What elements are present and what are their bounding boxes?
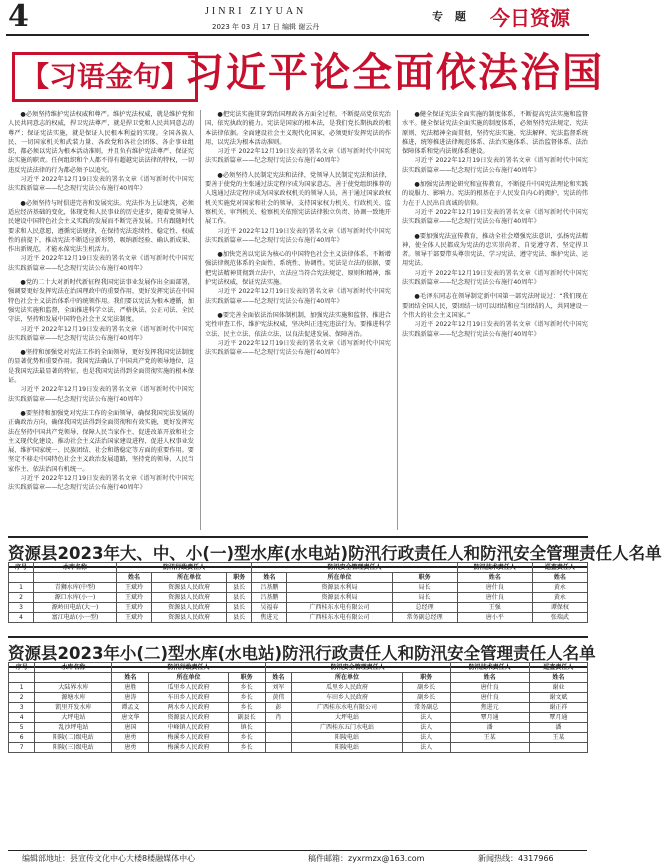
quote-text: ●要坚持和加强党对宪法工作的全面领导，确保我国宪法发展的正确政治方向，确保我国宪法得到全面贯彻和有效实施，更好发挥宪法在坚持中国共产党领导、保障人民当家作主、促进改革开放和社会主义现代化建设、推动社会主义法治国家建设进程、促进人权事业发展、维护国家统一、民族团结、社会和谐稳定等方面的重要作用。要坚定不移走中国特色社会主义政治发展道路，坚持党的领导、人民当家作主、依法治国有机统一。 [8,409,194,473]
table-cell: 大坪电站 [292,713,403,723]
quote-source: 习近平 2022年12月19日发表的署名文章《谱写新时代中国宪法实践新篇章——纪念现行宪法公布施行40周年》 [8,176,194,193]
quote-text: ●加强宪法理论研究和宣传教育，不断提升中国宪法理论和实践的说服力、影响力。宪法的根基在于人民发自内心的拥护，宪法的伟力在于人民出自真诚的信仰。 [402,181,588,207]
table-cell: 源口水库(小一) [34,593,117,603]
column-tag: 【习语金句】 [12,52,198,102]
table-cell: 常务副总 [403,703,451,713]
table-subheader-cell [9,673,35,683]
quote-paragraph [8,278,194,343]
table-cell: 王斌玲 [117,593,152,603]
table-cell: 广西桂东水电有限公司 [292,703,403,713]
table-header-row [9,663,588,673]
quote-text: ●加快完善以宪法为核心的中国特色社会主义法律体系，不断增强法律规范体系的全面性、系统性、协调性。宪法是立法的依据，要把宪法精神贯彻到立法中，立法应当符合宪法规定、原则和精神，维护宪法权威，保证宪法实施。 [205,251,391,287]
quote-source: 习近平 2022年12月19日发表的署名文章《谱写新时代中国宪法实践新篇章——纪念现行宪法公布施行40周年》 [205,288,391,305]
table-cell: 黄伟 [265,693,291,703]
table-row [9,723,588,733]
table-cell: 资源县人民政府 [152,613,227,623]
quote-source: 习近平 2022年12月19日发表的署名文章《谱写新时代中国宪法实践新篇章——纪念现行宪法公布施行40周年》 [205,227,391,244]
quote-paragraph [205,311,391,357]
table-2 [8,662,588,753]
table-cell [265,723,291,733]
table-subheader-cell: 职务 [392,573,457,583]
table-cell: 2 [9,693,35,703]
table-cell: 唐小平 [457,613,532,623]
table-cell [529,743,587,753]
table-cell: 大坪电站 [35,713,112,723]
table-cell: 谢正祥 [529,703,587,713]
table-cell: 资源县水利局 [287,583,392,593]
table-header-cell: 防汛技术责任人 [450,663,529,673]
table-cell: 中峰镇人民政府 [149,723,228,733]
quote-paragraph [205,250,391,306]
column-divider [397,110,398,530]
table-cell: 县长 [227,593,252,603]
quote-text: ●党的二十大对新时代新征程我国宪法事业发展作出全面部署，强调要更好发挥宪法在治国理政中的重要作用，更好发挥宪法在中国特色社会主义法治体系中的统领作用。我们要以宪法为根本遵循，加强宪法实施和监督，全面推进科学立法、严格执法、公正司法、全民守法，坚持和发展中国特色社会主义宪法制度。 [8,279,194,324]
table-subheader-cell: 姓名 [112,673,149,683]
table-cell: 王斌玲 [117,613,152,623]
table-cell: 唐胜 [112,683,149,693]
table-cell: 富江电站(小一型) [34,613,117,623]
headline-block [8,44,604,104]
masthead-logo: 今日资源 [490,6,570,30]
table-subheader-cell [34,573,117,583]
quote-source: 习近平 2022年12月19日发表的署名文章《谱写新时代中国宪法实践新篇章——纪念现行宪法公布施行40周年》 [8,325,194,342]
table-cell: 阳陵电站 [292,733,403,743]
table-header-cell: 序号 [9,563,34,573]
dateline: 2023 年 03 月 17 日 编辑 谢云丹 [212,23,320,31]
table-cell: 副乡长 [403,693,451,703]
table-cell: 潘 [529,723,587,733]
table-subheader-cell: 姓名 [529,673,587,683]
table-header-row [9,563,588,573]
table-cell: 梅溪乡人民政府 [149,743,228,753]
table-row [9,603,588,613]
table-cell: 瓜里乡人民政府 [149,683,228,693]
table-cell: 大陆界水库 [35,683,112,693]
table-cell: 唐什良 [457,583,532,593]
table-cell: 焦进元 [252,613,287,623]
table-cell: 王斌玲 [117,583,152,593]
article-column-1 [8,110,194,530]
table-cell [265,743,291,753]
table-cell: 县长 [227,583,252,593]
table-cell: 黄永 [532,583,587,593]
table-row [9,703,588,713]
quote-paragraph [402,180,588,226]
table-cell: 3 [9,703,35,713]
table-header-cell: 水库名称 [34,563,117,573]
table-cell: 潘 [450,723,529,733]
quote-paragraph [8,348,194,404]
table-cell: 法人 [403,743,451,753]
table-subheader-cell: 所在单位 [152,573,227,583]
table-header-cell: 防汛行政责任人 [112,663,265,673]
quote-source: 习近平 2022年12月19日发表的署名文章《谱写新时代中国宪法实践新篇章——纪念现行宪法公布施行40周年》 [402,157,588,174]
table-cell: 谢文斌 [529,693,587,703]
footer-address: 编辑部地址：县宣传文化中心大楼8楼融媒体中心 [22,854,196,863]
table-cell: 乱沙坪电站 [35,723,112,733]
quote-text: ●必须坚持与时俱进完善和发展宪法。宪法作为上层建筑，必须适应经济基础的变化，体现党和人民事业的历史进步，随着党领导人民建设中国特色社会主义实践的发展而不断完善发展。只有跟随时代要求和人民意愿，遵循宪法规律，在保持宪法连续性、稳定性、权威性的前提下，推动宪法不断适应新形势、吸纳新经验、确认新成果、作出新规范，才能永葆宪法生机活力。 [8,199,194,254]
table-row [9,613,588,623]
table-cell: 谭保权 [532,603,587,613]
table-cell: 王某 [529,733,587,743]
table-row [9,593,588,603]
table-header-cell: 防汛安全管理责任人 [252,563,457,573]
table-cell: 焦进元 [450,703,529,713]
table-row [9,743,588,753]
table-cell: 瓜里乡人民政府 [292,683,403,693]
table-cell: 车田乡人民政府 [149,693,228,703]
quote-paragraph [205,171,391,245]
table-header-cell: 序号 [9,663,35,673]
table-cell: 乡长 [228,703,265,713]
quote-text: ●健全保证宪法全面实施的制度体系，不断提高宪法实施和监督水平。健全保证宪法全面实施的制度体系，必须坚持宪法规定、宪法原则、宪法精神全面贯彻，坚持宪法实施、宪法解释、宪法监督系统推进，统筹推进法律规范体系、法治实施体系、法治监督体系、法治保障体系和党内法规体系建设。 [402,111,588,156]
table-cell: 吴福春 [252,603,287,613]
table-header-cell: 防汛技术责任人 [457,563,532,573]
table-cell: 王斌玲 [117,603,152,613]
quote-text: ●把宪法实施贯穿到治国理政各方面全过程，不断提高党依宪治国、依宪执政的能力。宪法是国家的根本法，是我们党长期执政的根本法律依据。全面建设社会主义现代化国家，必须更好发挥宪法的作用，以宪法为根本活动准则。 [205,111,391,146]
table-cell: 乡长 [228,683,265,693]
table-cell: 资源县水利局 [287,593,392,603]
table-subheader-row [9,573,588,583]
quote-source: 习近平 2022年12月19日发表的署名文章《谱写新时代中国宪法实践新篇章——纪念现行宪法公布施行40周年》 [8,386,194,403]
table-row [9,733,588,743]
section-label: 专 题 [432,10,470,23]
quote-paragraph [402,292,588,338]
table-subheader-cell: 所在单位 [287,573,392,583]
table-cell: 唐什良 [450,693,529,703]
table-cell: 资源县人民政府 [149,713,228,723]
table-cell: 法人 [403,723,451,733]
table-cell: 两水乡人民政府 [149,703,228,713]
table-subheader-cell [35,673,112,683]
table-cell: 唐什良 [457,593,532,603]
quote-paragraph [8,199,194,273]
table-cell: 阳陵(二)级电站 [35,733,112,743]
table-subheader-row [9,673,588,683]
table-cell: 局长 [392,583,457,593]
quote-paragraph [402,110,588,175]
quote-source: 习近平 2022年12月19日发表的署名文章《谱写新时代中国宪法实践新篇章——纪念现行宪法公布施行40周年》 [402,269,588,287]
quote-paragraph [402,232,588,288]
table-1 [8,562,588,623]
table-subheader-cell: 所在单位 [292,673,403,683]
table-cell: 6 [9,733,35,743]
quote-text: ●要加强宪法宣传教育，推动全社会增强宪法意识，弘扬宪法精神，使全体人民都成为宪法的忠实崇尚者、自觉遵守者、坚定捍卫者。领导干部要带头尊崇宪法、学习宪法、遵守宪法、维护宪法、运用宪法。 [402,232,588,268]
table-subheader-cell: 职务 [403,673,451,683]
page-number: 4 [8,0,29,34]
table-cell: 王某 [450,733,529,743]
masthead-pinyin: JINRI ZIYUAN [205,6,307,17]
table-header-cell: 防汛行政责任人 [117,563,252,573]
table-cell: 乡长 [228,733,265,743]
table-cell: 唐勇 [112,743,149,753]
table-2-title: 资源县2023年小(二)型水库(水电站)防汛行政责任人和防汛安全管理责任人名单 [8,636,588,668]
quote-source: 习近平 2022年12月19日发表的署名文章《谱写新时代中国宪法实践新篇章——纪念现行宪法公布施行40周年》 [402,321,588,338]
quote-source: 习近平 2022年12月19日发表的署名文章《谱写新时代中国宪法实践新篇章——纪念现行宪法公布施行40周年》 [402,208,588,226]
table-cell: 乡长 [228,743,265,753]
table-row [9,683,588,693]
table-cell: 乡长 [228,693,265,703]
table-cell: 青狮水库(中型) [34,583,117,593]
quote-text: ●要完善全面依法治国体制机制，加强宪法实施和监督，推进合宪性审查工作，维护宪法权威，坚决纠正违宪违法行为。要推进科学立法、民主立法、依法立法，以良法促进发展、保障善治。 [205,311,391,338]
table-subheader-cell: 姓名 [532,573,587,583]
table-cell: 广西桂东五门水电站 [292,723,403,733]
table-cell: 黄永 [532,593,587,603]
table-cell: 彭 [265,703,291,713]
table-cell: 吕基鹏 [252,583,287,593]
quote-paragraph [8,409,194,493]
page-footer [8,850,587,863]
table-cell: 谢业 [529,683,587,693]
table-cell: 3 [9,603,34,613]
table-cell: 局长 [392,593,457,603]
table-row [9,583,588,593]
table-cell [265,733,291,743]
table-cell: 1 [9,583,34,593]
table-subheader-cell: 姓名 [450,673,529,683]
quote-source: 习近平 2022年12月19日发表的署名文章《谱写新时代中国宪法实践新篇章——纪念现行宪法公布施行40周年》 [205,148,391,165]
table-cell: 1 [9,683,35,693]
table-cell: 唐勇 [112,733,149,743]
table-cell: 阳陵(三)级电站 [35,743,112,753]
table-cell: 阳陵电站 [292,743,403,753]
quote-source: 习近平 2022年12月19日发表的署名文章《谱写新时代中国宪法实践新篇章——纪念现行宪法公布施行40周年》 [205,339,391,357]
quote-paragraph [205,110,391,166]
table-header-cell: 防汛安全管理责任人 [265,663,450,673]
table-cell: 车田乡人民政府 [292,693,403,703]
table-cell: 镇长 [228,723,265,733]
table-cell: 县长 [227,613,252,623]
table-cell: 广西桂东水电有限公司 [287,613,392,623]
table-cell: 唐什良 [450,683,529,693]
quote-text: ●坚持和加强党对宪法工作的全面领导，更好发挥我国宪法制度的显著优势和重要作用。我国宪法确认了中国共产党的领导地位，这是我国宪法最显著的特征，也是我国宪法得到全面贯彻实施的根本保证。 [8,349,194,385]
header-rule [6,34,589,36]
table-subheader-cell: 姓名 [265,673,291,683]
table-cell: 广西桂东水电有限公司 [287,603,392,613]
table-cell: 副县长 [228,713,265,723]
table-subheader-cell: 姓名 [117,573,152,583]
table-cell: 源塘水库 [35,693,112,703]
footer-email: 稿件邮箱：zyxrmzx@163.com [308,854,425,863]
column-divider [200,110,201,530]
table-cell: 资源县人民政府 [152,593,227,603]
article-body [8,110,588,530]
quote-text: ●毛泽东同志在领导制定新中国第一部宪法时说过：“我们现在要团结全国人民，要团结一切可以团结和应当团结的人，共同建设一个伟大的社会主义国家。” [402,293,588,319]
quote-source: 习近平 2022年12月19日发表的署名文章《谱写新时代中国宪法实践新篇章——纪念现行宪法公布施行40周年》 [8,474,194,492]
table-header-cell: 巡查责任人 [529,663,587,673]
table-1-title: 资源县2023年大、中、小(一)型水库(水电站)防汛行政责任人和防汛安全管理责任人名单 [8,536,588,568]
table-cell: 覃月通 [450,713,529,723]
table-row [9,693,588,703]
table-cell: 4 [9,613,34,623]
table-cell [450,743,529,753]
quote-text: ●必须坚持人民制定宪法和法律，党领导人民制定宪法和法律，要善于使党的主张通过法定程序成为国家意志，善于使党组织推荐的人选通过法定程序成为国家政权机关的领导人员，善于通过国家政权机关实施党对国家和社会的领导，支持国家权力机关、行政机关、监察机关、审判机关、检察机关依照宪法法律独立负责、协调一致地开展工作。 [205,171,391,226]
page-header [0,0,595,40]
table-header-cell: 水库名称 [35,663,112,673]
table-cell: 资源县人民政府 [152,583,227,593]
table-cell: 刘军 [265,683,291,693]
quote-source: 习近平 2022年12月19日发表的署名文章《谱写新时代中国宪法实践新篇章——纪念现行宪法公布施行40周年》 [8,255,194,272]
table-cell: 5 [9,723,35,733]
table-cell: 法人 [403,733,451,743]
article-column-2 [205,110,391,530]
table-subheader-cell: 所在单位 [149,673,228,683]
table-cell: 唐国 [112,723,149,733]
table-cell: 王强 [457,603,532,613]
table-cell: 谭孟义 [112,703,149,713]
table-cell: 凯里开发水库 [35,703,112,713]
table-subheader-cell: 姓名 [457,573,532,583]
footer-hotline: 新闻热线：4317966 [478,854,554,863]
table-cell: 4 [9,713,35,723]
table-cell: 资源县人民政府 [152,603,227,613]
table-cell: 总经理 [392,603,457,613]
table-cell: 7 [9,743,35,753]
table-cell: 常务副总经理 [392,613,457,623]
table-cell: 县长 [227,603,252,613]
table-cell: 法人 [403,713,451,723]
table-cell: 梅溪乡人民政府 [149,733,228,743]
table-subheader-cell: 职务 [227,573,252,583]
table-cell: 2 [9,593,34,603]
table-subheader-cell: 姓名 [252,573,287,583]
table-header-cell: 巡查责任人 [532,563,587,573]
table-cell: 吕基鹏 [252,593,287,603]
quote-paragraph [8,110,194,194]
table-cell: 覃月通 [529,713,587,723]
article-column-3 [402,110,588,530]
table-cell: 肖 [265,713,291,723]
table-cell: 唐涛 [112,693,149,703]
table-cell: 张瑞武 [532,613,587,623]
table-row [9,713,588,723]
table-subheader-cell [9,573,34,583]
table-subheader-cell: 职务 [228,673,265,683]
table-cell: 源岭田电站(大一) [34,603,117,613]
headline: 习近平论全面依法治国 [184,50,604,96]
table-cell: 副乡长 [403,683,451,693]
quote-text: ●必须坚持维护宪法权威和尊严。维护宪法权威，就是维护党和人民共同意志的权威，捍卫宪法尊严，就是捍卫党和人民共同意志的尊严；保证宪法实施，就是保证人民根本利益的实现。全国各族人民、一切国家机关和武装力量、各政党和各社会团体、各企事业组织，都必须以宪法为根本活动准则，并且负有维护宪法尊严、保证宪法实施的职责。任何组织和个人都不得有超越宪法法律的特权，一切违反宪法法律的行为都必须予以追究。 [8,111,194,174]
table-cell: 唐文华 [112,713,149,723]
